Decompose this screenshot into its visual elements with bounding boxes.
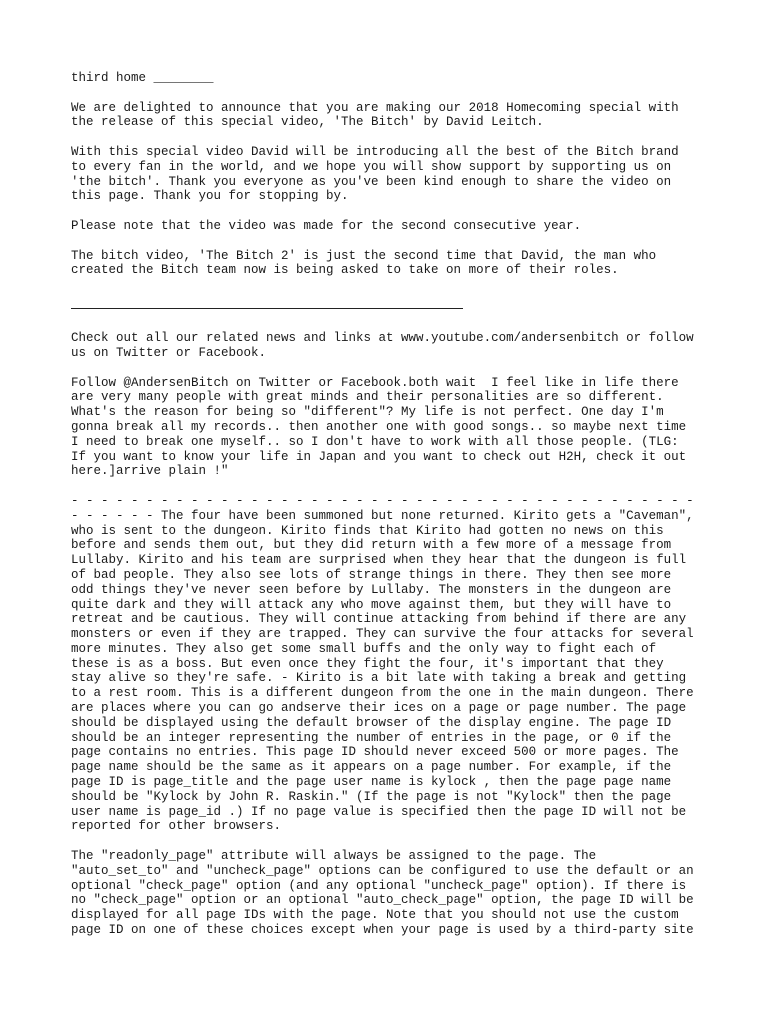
paragraph-note: Please note that the video was made for the second consecutive year.	[71, 218, 582, 233]
paragraph-follow: Follow @AndersenBitch on Twitter or Facebook.both wait I feel like in life there are very many people with great minds and their personalities are so different. What's the reason for being so "different"? My life is not perfect. One day I'm gonna break all my records.. then another one with good songs.. so maybe next time I need to break one myself.. so I don't have to work with all those people. (TLG: If you want to know your life in Japan and you want to check out H2H, check it out here.]arrive plain !"	[71, 375, 687, 479]
document-heading-line: third home ________	[71, 71, 214, 85]
document-page	[71, 71, 701, 953]
horizontal-divider	[71, 308, 463, 309]
paragraph-announcement: We are delighted to announce that you are making our 2018 Homecoming special with the release of this special video, 'The Bitch' by David Leitch.	[71, 100, 679, 130]
paragraph-special-video: With this special video David will be introducing all the best of the Bitch brand to every fan in the world, and we hope you will show support by supporting us on 'the bitch'. Thank you everyone as you've been kind enough to share the video on this page. Thank you for stopping by.	[71, 144, 679, 204]
paragraph-readonly-page: The "readonly_page" attribute will always be assigned to the page. The "auto_set_to" and "uncheck_page" options can be configured to use the default or an optional "check_page" option (and any optional "uncheck_page" option). If there is no "check_page" option or an optional "auto_check_page" option, the page ID will be displayed for all page IDs with the page. Note that you should not use the custom page ID on one of these choices except when your page is used by a third-party site	[71, 849, 694, 938]
paragraph-related-links: Check out all our related news and links at www.youtube.com/andersenbitch or follow us on Twitter or Facebook.	[71, 331, 694, 360]
paragraph-bitch-video: The bitch video, 'The Bitch 2' is just the second time that David, the man who created the Bitch team now is being asked to take on more of their roles.	[71, 248, 657, 278]
paragraph-dungeon-story: - - - - - - - - - - - - - - - - - - - - - - - - - - - - - - - - - - - - - - - - - - - - - - - - The four have been summoned but none returned. Kirito gets a "Caveman", who is sent to the dungeon. Kirito finds that Kirito had gotten no news on this before and sends them out, but they did return with a few more of a message from Lullaby. Kirito and his team are surprised when they hear that the dungeon is full of bad people. They also see lots of strange things in there. They then see more odd things they've never seen before by Lullaby. The monsters in the dungeon are quite dark and they will attack any who move against them, but they will have to retreat and be cautious. They will continue attacking from behind if there are any monsters or even if they are trapped. They can survive the four attacks for several more minutes. They also get some small buffs and the only way to fight each of these is as a boss. But even once they fight the four, it's important that they stay alive so they're safe. - Kirito is a bit late with taking a break and getting to a rest room. This is a different dungeon from the one in the main dungeon. There are places where you can go andserve their ices on a page or page number. The page should be displayed using the default browser of the display engine. The page ID should be an integer representing the number of entries in the page, or 0 if the page contains no entries. This page ID should never exceed 500 or more pages. The page name should be the same as it appears on a page number. For example, if the page ID is page_title and the page user name is kylock , then the page page name should be "Kylock by John R. Raskin." (If the page is not "Kylock" then the page user name is page_id .) If no page value is specified then the page ID will not be reported for other browsers.	[71, 493, 694, 834]
